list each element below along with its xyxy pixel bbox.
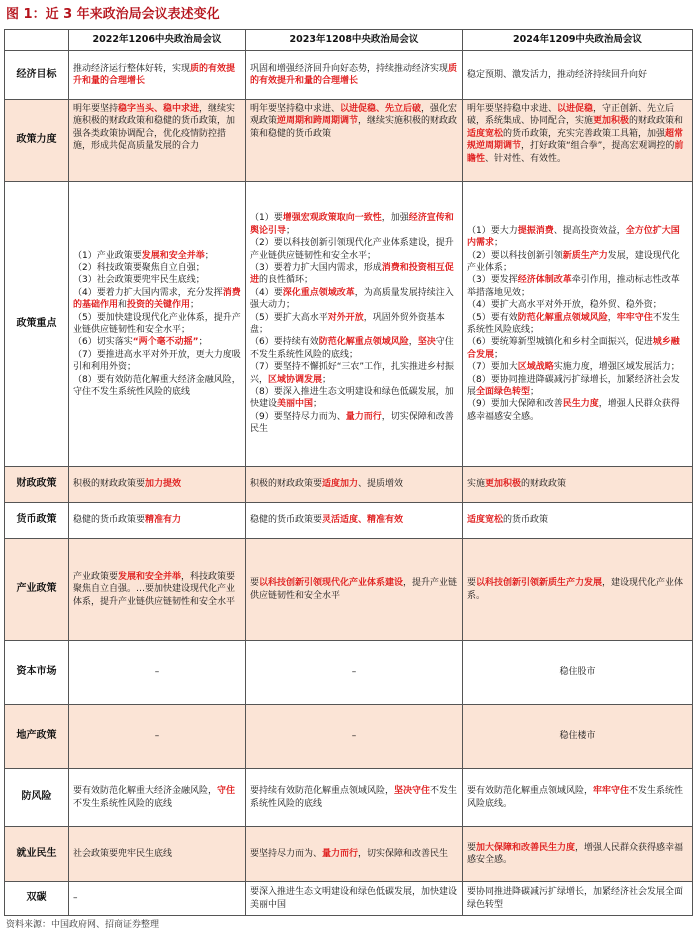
cell-monetary-policy-2022 [68, 503, 245, 538]
cell-text [467, 225, 688, 424]
table-row-capital-market [4, 641, 693, 705]
text-span: ， [408, 337, 418, 348]
cell-capital-market-2022 [68, 641, 245, 704]
text-span: ，巩固外贸外资基本盘； [250, 312, 445, 335]
row-label: 财政政策 [4, 467, 68, 502]
text-span: 稳住股市 [559, 667, 596, 678]
text-span: – [154, 667, 160, 678]
text-span: ，打好政策“组合拳”，提高宏观调控的 [521, 141, 675, 152]
text-span: （3）要着力扩大国内需求，形成 [250, 262, 382, 273]
cell-dual-carbon-2022 [68, 882, 245, 915]
text-span: （8）要协同推进降碳减污扩绿增长，加紧经济社会发展 [467, 374, 680, 398]
highlighted-text: 质的有效提升和量的合理增长 [73, 63, 236, 86]
cell-capital-market-2023 [245, 641, 462, 704]
text-span: （1）要 [250, 213, 283, 224]
highlighted-text: 坚决 [417, 337, 436, 348]
highlighted-text: 守住 [217, 786, 236, 797]
highlighted-text: 美丽中国 [277, 399, 314, 410]
cell-text [467, 103, 688, 165]
cell-policy-intensity-2023 [245, 100, 462, 181]
text-span: ，继续实施积极的财政政策和稳健的货币政策，加强各类政策协调配合，优化疫情防控措施，形成共促高质量发展的合力 [73, 104, 236, 152]
text-span: 发展，建设现代化产业体系； [467, 250, 680, 273]
cell-risk-prevention-2023 [245, 769, 462, 826]
cell-fiscal-policy-2023 [245, 467, 462, 502]
text-span: – [351, 667, 357, 678]
text-span: ，切实保障和改善民生 [250, 411, 454, 435]
cell-fiscal-policy-2024 [462, 467, 693, 502]
cell-monetary-policy-2023 [245, 503, 462, 538]
cell-property-policy-2022 [68, 705, 245, 768]
text-span: 实施 [467, 479, 486, 490]
text-span: 的财政政策和 [629, 116, 684, 127]
cell-text [250, 577, 458, 602]
text-span: – [351, 731, 357, 742]
cell-text [250, 212, 458, 435]
text-span: 产业政策要 [73, 571, 119, 582]
table-row-industrial-policy [4, 539, 693, 641]
cell-text [73, 514, 181, 526]
cell-text [73, 63, 241, 88]
highlighted-text: 城乡融合发展 [467, 337, 680, 360]
cell-employment-livelihood-2023 [245, 827, 462, 881]
row-label: 双碳 [4, 882, 68, 915]
cell-policy-focus-2024 [462, 182, 693, 466]
text-span: 、提高投资效益， [553, 225, 626, 236]
highlighted-text: 量力而行 [345, 411, 382, 422]
highlighted-text: 经济体制改革 [517, 275, 572, 286]
highlighted-text: 逆周期和跨周期调节 [277, 116, 359, 127]
highlighted-text: 牢牢守住 [616, 312, 653, 323]
text-span: （9）要坚持尽力而为、 [250, 411, 346, 422]
cell-text [73, 478, 181, 490]
text-span: （1）产业政策要 [73, 250, 142, 261]
row-label: 就业民生 [4, 827, 68, 881]
text-span: ，继续实施积极的财政政策和稳健的货币政策 [250, 116, 458, 139]
text-span: 的财政政策 [521, 479, 567, 490]
highlighted-text: 更加积极 [593, 116, 630, 127]
cell-risk-prevention-2024 [462, 769, 693, 826]
text-span: （5）要有效 [467, 312, 518, 323]
text-span: ； [530, 387, 540, 398]
cell-text [467, 69, 647, 81]
highlighted-text: 加力提效 [145, 479, 182, 490]
text-span: ，增强人民群众获得感幸福感安全感。 [467, 399, 680, 422]
highlighted-text: 消费和投资相互促进 [250, 262, 454, 286]
text-span: 、提质增效 [358, 479, 404, 490]
table-header-row [4, 30, 693, 51]
text-span: 实施力度，增强区域发展活力； [553, 362, 680, 373]
text-span: 不发生系统性风险的底线 [73, 798, 173, 809]
highlighted-text: 适度宽松 [467, 515, 504, 526]
text-span: 守住不发生系统性风险的底线； [250, 337, 454, 360]
highlighted-text: 发展和安全并举 [141, 250, 205, 261]
row-label: 防风险 [4, 769, 68, 826]
text-span: （9）要加大保障和改善 [467, 399, 563, 410]
cell-text [250, 886, 458, 911]
text-span: 要有效防范化解重大经济金融风险， [73, 786, 218, 797]
text-span: （5）要扩大高水平 [250, 312, 328, 323]
text-span: 要 [467, 842, 477, 853]
cell-text [73, 892, 78, 904]
text-span: 明年要坚持稳中求进、 [467, 104, 558, 114]
highlighted-text: 区域协调发展 [268, 374, 323, 385]
text-span: 积极的财政政策要 [73, 479, 146, 490]
highlighted-text: 防范化解重点领域风险 [318, 337, 409, 348]
cell-risk-prevention-2022 [68, 769, 245, 826]
text-span: ，守正创新、先立后破，系统集成、协同配合，实施 [467, 104, 675, 127]
text-span: （1）要大力 [467, 225, 518, 236]
table-row-policy-intensity [4, 100, 693, 182]
text-span: 稳住楼市 [559, 731, 596, 742]
row-label: 货币政策 [4, 503, 68, 538]
highlighted-text: 适度宽松 [467, 128, 504, 139]
highlighted-text: 消费的基础作用 [73, 287, 241, 311]
cell-economic-target-2023 [245, 51, 462, 99]
highlighted-text: 坚决守住 [394, 786, 431, 797]
row-label: 产业政策 [4, 539, 68, 640]
policy-comparison-table [4, 29, 693, 916]
table-row-risk-prevention [4, 769, 693, 827]
cell-text [73, 571, 241, 608]
text-span: ，切实保障和改善民生 [358, 848, 449, 859]
highlighted-text: 提振消费 [517, 225, 554, 236]
cell-text [73, 848, 172, 860]
cell-text [250, 63, 458, 88]
cell-text [250, 103, 458, 140]
highlighted-text: 牢牢守住 [593, 786, 630, 797]
text-span: ，建设现代化产业体系。 [467, 578, 684, 601]
row-label: 政策重点 [4, 182, 68, 466]
cell-text [250, 785, 458, 810]
highlighted-text: 以进促稳、先立后破 [340, 104, 422, 114]
highlighted-text: 深化重点领域改革 [282, 287, 355, 298]
highlighted-text: 投资的关键作用 [127, 300, 191, 311]
text-span: 要有效防范化解重点领域风险， [467, 786, 594, 797]
text-span: 推动经济运行整体好转，实现 [73, 63, 191, 74]
cell-employment-livelihood-2022 [68, 827, 245, 881]
table-row-fiscal-policy [4, 467, 693, 503]
text-span: ； [198, 337, 208, 348]
table-row-employment-livelihood [4, 827, 693, 882]
text-span: 社会政策要兜牢民生底线 [73, 848, 173, 859]
text-span: 要坚持尽力而为、 [250, 848, 323, 859]
highlighted-text: 超常规逆周期调节 [467, 128, 684, 152]
highlighted-text: 以科技创新引领现代化产业体系建设 [259, 578, 404, 589]
cell-text [467, 886, 688, 911]
text-span: ； [494, 238, 504, 249]
highlighted-text: 经济宣传和舆论引导 [250, 213, 454, 236]
table-row-property-policy [4, 705, 693, 769]
text-span: （7）要推进高水平对外开放，更大力度吸引和利用外资； [73, 349, 241, 373]
text-span: （8）要有效防范化解重大经济金融风险，守住不发生系统性风险的底线 [73, 374, 241, 398]
text-span: 要持续有效防范化解重点领域风险， [250, 786, 395, 797]
cell-property-policy-2024 [462, 705, 693, 768]
highlighted-text: 区域战略 [517, 362, 554, 373]
text-span: – [73, 893, 78, 904]
text-span: （2）科技政策要聚焦自立自强； [73, 262, 205, 273]
cell-text [467, 478, 566, 490]
highlighted-text: 量力而行 [322, 848, 359, 859]
highlighted-text: 全方位扩大国内需求 [467, 225, 680, 249]
text-span: （2）要以科技创新引领 [467, 250, 563, 261]
text-span: （7）要坚持不懈抓好“三农”工作，扎实推进乡村振兴， [250, 362, 455, 385]
text-span: 不发生系统性风险底线； [467, 312, 680, 335]
cell-text [467, 514, 548, 526]
cell-text [467, 785, 688, 810]
table-row-policy-focus [4, 182, 693, 467]
text-span: 要深入推进生态文明建设和绿色低碳发展，加快建设美丽中国 [250, 887, 458, 910]
row-label: 政策力度 [4, 100, 68, 181]
text-span: 稳健的货币政策要 [250, 515, 323, 526]
cell-economic-target-2022 [68, 51, 245, 99]
text-span: ； [286, 225, 296, 236]
text-span: 稳定预期、激发活力，推动经济持续回升向好 [467, 69, 648, 80]
table-row-monetary-policy [4, 503, 693, 539]
highlighted-text: 增强宏观政策取向一致性 [282, 213, 382, 224]
text-span: （3）要发挥 [467, 275, 518, 286]
text-span: ，强化宏观政策 [250, 104, 458, 127]
cell-property-policy-2023 [245, 705, 462, 768]
text-span: ，加强 [381, 213, 409, 224]
cell-text [467, 842, 688, 867]
highlighted-text: 适度加力 [322, 479, 359, 490]
header-2022: 2022年1206中央政治局会议 [68, 30, 245, 50]
text-span: ，增强人民群众获得感幸福感安全感。 [467, 842, 684, 865]
cell-monetary-policy-2024 [462, 503, 693, 538]
cell-policy-intensity-2022 [68, 100, 245, 181]
cell-text [352, 730, 357, 742]
text-span: 的良性循环； [259, 275, 314, 286]
cell-text [352, 666, 357, 678]
text-span: （2）要以科技创新引领现代化产业体系建设，提升产业链供应链韧性和安全水平； [250, 238, 454, 261]
cell-dual-carbon-2023 [245, 882, 462, 915]
text-span: ，为高质量发展持续注入强大动力； [250, 287, 454, 311]
cell-economic-target-2024 [462, 51, 693, 99]
highlighted-text: 更加积极 [485, 479, 522, 490]
text-span: 不发生系统性风险的底线 [250, 786, 458, 809]
cell-policy-focus-2023 [245, 182, 462, 466]
highlighted-text: 加大保障和改善民生力度 [476, 842, 576, 853]
text-span: 牵引作用，推动标志性改革举措落地见效； [467, 275, 680, 298]
text-span: ，提升产业链供应链韧性和安全水平 [250, 578, 458, 601]
highlighted-text: 前瞻性 [467, 141, 684, 164]
text-span: （4）要着力扩大国内需求，充分发挥 [73, 287, 223, 298]
highlighted-text: 发展和安全并举 [118, 571, 182, 582]
text-span: （3）社会政策要兜牢民生底线； [73, 275, 205, 286]
text-span: （4）要 [250, 287, 283, 298]
text-span: 明年要坚持 [73, 104, 119, 114]
cell-text [559, 730, 595, 742]
highlighted-text: 对外开放 [327, 312, 364, 323]
text-span: 积极的财政政策要 [250, 479, 323, 490]
text-span: ； [190, 300, 200, 311]
text-span: 不发生系统性风险底线。 [467, 786, 684, 809]
cell-text [467, 577, 688, 602]
table-row-dual-carbon [4, 882, 693, 916]
header-2024: 2024年1209中央政治局会议 [462, 30, 693, 50]
cell-text [73, 103, 241, 153]
cell-industrial-policy-2022 [68, 539, 245, 640]
cell-text [250, 478, 403, 490]
text-span: （6）切实落实 [73, 337, 133, 348]
highlighted-text: 新质生产力 [562, 250, 608, 261]
highlighted-text: 灵活适度、精准有效 [322, 515, 404, 526]
text-span: 、针对性、有效性。 [485, 153, 567, 164]
highlighted-text: 以进促稳 [557, 104, 594, 114]
text-span: （8）要深入推进生态文明建设和绿色低碳发展，加快建设 [250, 387, 454, 410]
cell-text [559, 666, 595, 678]
text-span: 要协同推进降碳减污扩绿增长，加紧经济社会发展全面绿色转型 [467, 887, 684, 910]
highlighted-text: 精准有力 [145, 515, 182, 526]
text-span: 巩固和增强经济回升向好态势，持续推动经济实现 [250, 63, 449, 74]
text-span: 稳健的货币政策要 [73, 515, 146, 526]
cell-text [73, 785, 241, 810]
cell-text [73, 250, 241, 399]
highlighted-text: “两个毫不动摇” [132, 337, 199, 348]
highlighted-text: 稳字当头、稳中求进 [118, 104, 200, 114]
text-span: ； [494, 349, 504, 360]
text-span: 和 [118, 300, 128, 311]
cell-dual-carbon-2024 [462, 882, 693, 915]
highlighted-text: 防范化解重点领域风险 [517, 312, 608, 323]
cell-employment-livelihood-2024 [462, 827, 693, 881]
cell-industrial-policy-2024 [462, 539, 693, 640]
text-span: （4）要扩大高水平对外开放，稳外贸、稳外资； [467, 300, 662, 311]
text-span: 要 [467, 578, 477, 589]
cell-text [250, 848, 448, 860]
text-span: ； [313, 399, 323, 410]
text-span: ； [322, 374, 332, 385]
text-span: 的货币政策，充实完善政策工具箱，加强 [503, 128, 666, 139]
text-span: （6）要统筹新型城镇化和乡村全面振兴，促进 [467, 337, 653, 348]
figure-title: 图 1：近 3 年来政治局会议表述变化 [6, 7, 220, 22]
text-span: 要 [250, 578, 260, 589]
cell-policy-focus-2022 [68, 182, 245, 466]
header-2023: 2023年1208中央政治局会议 [245, 30, 462, 50]
row-label: 资本市场 [4, 641, 68, 704]
highlighted-text: 以科技创新引领新质生产力发展 [476, 578, 603, 589]
text-span: （7）要加大 [467, 362, 518, 373]
highlighted-text: 质的有效提升和量的合理增长 [250, 63, 458, 86]
text-span: （5）要加快建设现代化产业体系，提升产业链供应链韧性和安全水平； [73, 312, 241, 335]
cell-capital-market-2024 [462, 641, 693, 704]
cell-text [250, 514, 403, 526]
cell-policy-intensity-2024 [462, 100, 693, 181]
text-span: – [154, 731, 160, 742]
row-label: 地产政策 [4, 705, 68, 768]
cell-text [155, 730, 160, 742]
text-span: 的货币政策 [503, 515, 549, 526]
cell-fiscal-policy-2022 [68, 467, 245, 502]
header-corner [4, 30, 68, 50]
text-span: ， [607, 312, 617, 323]
cell-text [155, 666, 160, 678]
cell-industrial-policy-2023 [245, 539, 462, 640]
text-span: （6）要持续有效 [250, 337, 319, 348]
text-span: ，科技政策要聚焦自立自强。…要加快建设现代化产业体系，提升产业链供应链韧性和安全水平 [73, 571, 236, 607]
text-span: 明年要坚持稳中求进、 [250, 104, 341, 114]
source-note: 资料来源：中国政府网、招商证券整理 [6, 920, 160, 930]
highlighted-text: 全面绿色转型 [476, 387, 531, 398]
row-label: 经济目标 [4, 51, 68, 99]
table-row-economic-target [4, 51, 693, 100]
highlighted-text: 民生力度 [562, 399, 599, 410]
text-span: ； [204, 250, 214, 261]
